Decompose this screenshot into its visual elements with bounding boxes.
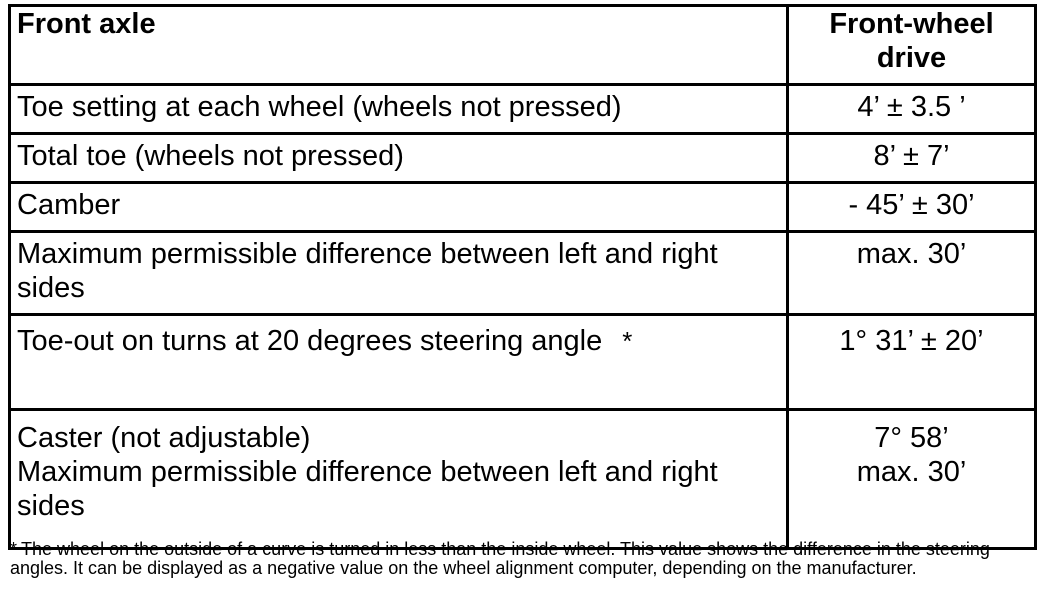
row-value: 7° 58’ [874, 422, 949, 454]
row-label: Toe-out on turns at 20 degrees steering angle [17, 325, 603, 357]
asterisk-marker: * [622, 326, 633, 356]
row-label-cell [10, 410, 788, 549]
row-value: 8’ ± 7’ [788, 134, 1036, 183]
row-value: 1° 31’ ± 20’ [788, 315, 1036, 410]
footnote-text: The wheel on the outside of a curve is turned in less than the inside wheel. This value shows the difference in the steering angles. It can be displayed as a negative value on the wheel alignment computer, depending on the manufacturer. [10, 539, 990, 578]
wheel-alignment-table [8, 4, 1037, 550]
row-label: Camber [10, 183, 788, 232]
header-front-axle: Front axle [10, 6, 788, 85]
row-label: Maximum permissible difference between left and right sides [10, 232, 788, 315]
table-row [10, 410, 1036, 549]
row-label: Toe setting at each wheel (wheels not pressed) [10, 85, 788, 134]
row-value: 4’ ± 3.5 ’ [788, 85, 1036, 134]
row-label: Total toe (wheels not pressed) [10, 134, 788, 183]
table-header-row [10, 6, 1036, 85]
asterisk-marker: * [10, 539, 18, 559]
row-label: Caster (not adjustable) [17, 422, 311, 454]
footnote [10, 540, 1030, 578]
row-value: - 45’ ± 30’ [788, 183, 1036, 232]
row-value-cell [788, 410, 1036, 549]
table-row [10, 85, 1036, 134]
table-row [10, 315, 1036, 410]
row-value: max. 30’ [788, 232, 1036, 315]
header-front-wheel-drive: Front-wheel drive [788, 6, 1036, 85]
table-row [10, 183, 1036, 232]
row-label-cell [10, 315, 788, 410]
row-value: max. 30’ [856, 456, 967, 488]
row-label: Maximum permissible difference between left and right sides [17, 456, 718, 522]
table-row [10, 134, 1036, 183]
table-row [10, 232, 1036, 315]
